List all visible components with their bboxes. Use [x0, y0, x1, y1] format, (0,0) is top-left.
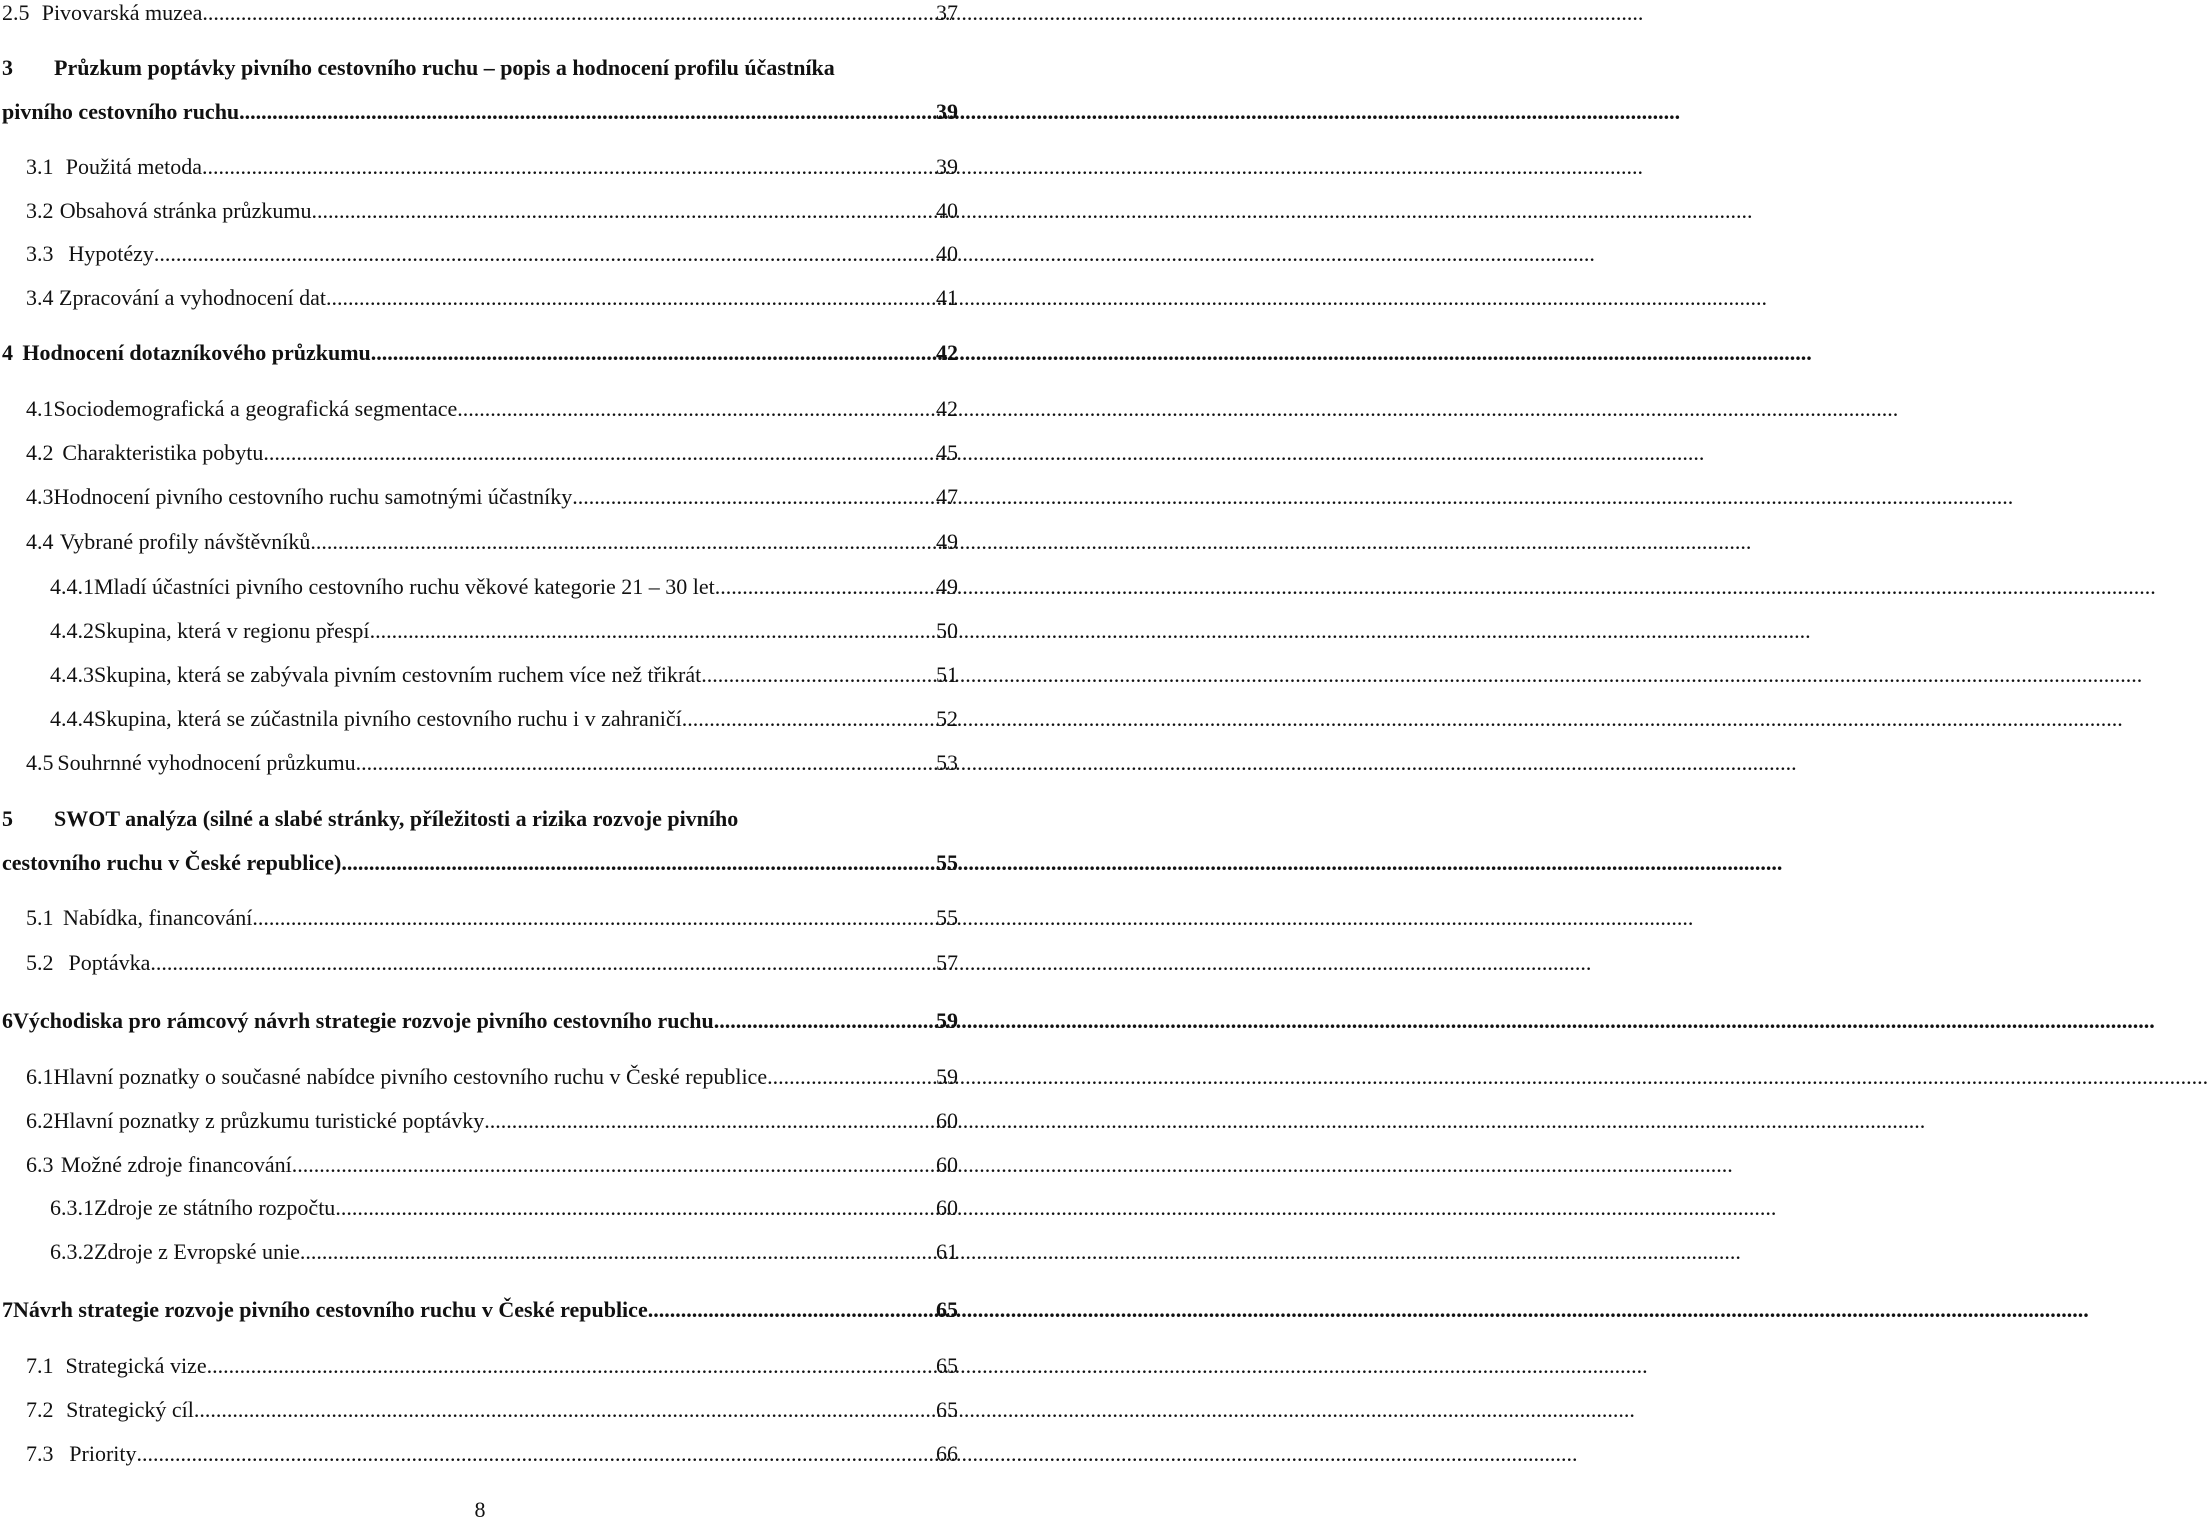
toc-number: 4.3	[26, 484, 54, 509]
toc-page: 49	[936, 529, 958, 554]
dot-leader	[648, 1297, 936, 1323]
toc-subentry[interactable]	[50, 662, 958, 688]
toc-entry[interactable]	[26, 1397, 958, 1423]
dot-leader	[370, 618, 936, 644]
toc-number: 3.2	[26, 198, 54, 223]
toc-chapter-entry-continuation[interactable]	[2, 99, 958, 125]
toc-title: Vybrané profily návštěvníků	[59, 529, 311, 554]
toc-entry[interactable]	[26, 241, 958, 267]
toc-number: 6.3	[26, 1152, 54, 1177]
toc-page: 50	[936, 618, 958, 643]
toc-number: 3.3	[26, 241, 54, 266]
toc-entry[interactable]	[26, 1152, 958, 1178]
dot-leader	[572, 484, 936, 510]
toc-page: 40	[936, 241, 958, 266]
toc-title: Skupina, která v regionu přespí	[94, 618, 370, 643]
toc-title: SWOT analýza (silné a slabé stránky, příležitosti a rizika rozvoje pivního	[54, 806, 739, 831]
toc-number: 7.2	[26, 1397, 54, 1422]
dot-leader	[356, 750, 936, 776]
dot-leader	[202, 0, 936, 26]
toc-page: 51	[936, 662, 958, 687]
toc-page: 65	[936, 1353, 958, 1378]
toc-title: Hodnocení dotazníkového průzkumu	[22, 340, 371, 365]
toc-number: 4	[2, 340, 13, 365]
toc-title: Souhrnné vyhodnocení průzkumu	[57, 750, 356, 775]
toc-title: Zdroje z Evropské unie	[94, 1239, 300, 1264]
toc-chapter-entry[interactable]	[2, 340, 958, 366]
toc-title: Skupina, která se zúčastnila pivního cestovního ruchu i v zahraničí	[94, 706, 682, 731]
dot-leader	[194, 1397, 936, 1423]
toc-number: 5.2	[26, 950, 54, 975]
dot-leader	[292, 1152, 936, 1178]
dot-leader	[150, 950, 936, 976]
toc-page: 66	[936, 1441, 958, 1466]
toc-entry[interactable]	[26, 905, 958, 931]
toc-entry[interactable]	[26, 440, 958, 466]
toc-title: Sociodemografická a geografická segmentace	[53, 396, 458, 421]
toc-entry[interactable]	[26, 750, 958, 776]
toc-chapter-entry-continuation[interactable]	[2, 850, 958, 876]
dot-leader	[312, 198, 936, 224]
toc-page: 41	[936, 285, 958, 310]
toc-number: 6.3.2	[50, 1239, 94, 1264]
toc-page: 55	[936, 850, 958, 875]
dot-leader	[371, 340, 936, 366]
toc-number: 4.4.3	[50, 662, 94, 687]
toc-title: Strategická vize	[65, 1353, 207, 1378]
toc-number: 6.3.1	[50, 1195, 94, 1220]
toc-page: 53	[936, 750, 958, 775]
toc-title: Charakteristika pobytu	[62, 440, 264, 465]
toc-number: 4.1	[26, 396, 54, 421]
dot-leader	[300, 1239, 936, 1265]
toc-title: Zpracování a vyhodnocení dat	[59, 285, 326, 310]
toc-page: 65	[936, 1397, 958, 1422]
toc-number: 3.4	[26, 285, 54, 310]
toc-subentry[interactable]	[50, 1195, 958, 1221]
toc-title: Skupina, která se zabývala pivním cestovním ruchem více než třikrát	[94, 662, 702, 687]
toc-entry[interactable]	[26, 1441, 958, 1467]
toc-entry[interactable]	[26, 484, 958, 510]
toc-title: Hlavní poznatky o současné nabídce pivního cestovního ruchu v České republice	[53, 1064, 768, 1089]
toc-page: 61	[936, 1239, 958, 1264]
toc-title: Poptávka	[68, 950, 151, 975]
toc-entry[interactable]	[26, 1064, 958, 1090]
toc-title-continued: pivního cestovního ruchu	[2, 99, 240, 124]
toc-page: 52	[936, 706, 958, 731]
toc-entry[interactable]	[26, 154, 958, 180]
toc-page: 47	[936, 484, 958, 509]
dot-leader	[326, 285, 936, 311]
dot-leader	[252, 905, 936, 931]
toc-entry[interactable]	[26, 198, 958, 224]
toc-title: Obsahová stránka průzkumu	[59, 198, 312, 223]
toc-chapter-entry[interactable]	[2, 806, 958, 832]
toc-page: 37	[936, 0, 958, 25]
toc-page: 59	[936, 1064, 958, 1089]
dot-leader	[239, 99, 936, 125]
toc-number: 3.1	[26, 154, 54, 179]
toc-title: Hlavní poznatky z průzkumu turistické poptávky	[53, 1108, 485, 1133]
toc-page: 39	[936, 154, 958, 179]
toc-chapter-entry[interactable]	[2, 1008, 958, 1034]
dot-leader	[714, 1008, 936, 1034]
toc-title: Mladí účastníci pivního cestovního ruchu věkové kategorie 21 – 30 let	[94, 574, 715, 599]
toc-title: Hypotézy	[68, 241, 154, 266]
toc-number: 7.1	[26, 1353, 54, 1378]
dot-leader	[202, 154, 936, 180]
dot-leader	[335, 1195, 936, 1221]
toc-page: 42	[936, 396, 958, 421]
toc-page: 59	[936, 1008, 958, 1033]
toc-chapter-entry[interactable]	[2, 55, 958, 81]
dot-leader	[310, 529, 936, 555]
toc-title: Nabídka, financování	[63, 905, 253, 930]
toc-entry[interactable]	[2, 0, 958, 26]
toc-subentry[interactable]	[50, 618, 958, 644]
toc-title: Použitá metoda	[65, 154, 202, 179]
dot-leader	[484, 1108, 936, 1134]
toc-number: 7.3	[26, 1441, 54, 1466]
dot-leader	[154, 241, 936, 267]
toc-page: 39	[936, 99, 958, 124]
toc-number: 6.1	[26, 1064, 54, 1089]
toc-number: 5.1	[26, 905, 54, 930]
toc-title: Priority	[69, 1441, 137, 1466]
toc-page: 60	[936, 1108, 958, 1133]
toc-entry[interactable]	[26, 529, 958, 555]
toc-page: 60	[936, 1152, 958, 1177]
toc-number: 6.2	[26, 1108, 54, 1133]
toc-number: 6	[2, 1008, 13, 1033]
page-number: 8	[474, 1497, 486, 1522]
toc-page: 60	[936, 1195, 958, 1220]
dot-leader	[137, 1441, 936, 1467]
toc-subentry[interactable]	[50, 706, 958, 732]
toc-number: 2.5	[2, 0, 30, 25]
toc-title: Zdroje ze státního rozpočtu	[94, 1195, 336, 1220]
toc-number: 4.4.1	[50, 574, 94, 599]
toc-entry[interactable]	[26, 1353, 958, 1379]
toc-title-continued: cestovního ruchu v České republice)	[2, 850, 342, 875]
toc-number: 4.4.4	[50, 706, 94, 731]
dot-leader	[263, 440, 936, 466]
dot-leader	[207, 1353, 936, 1379]
toc-title: Návrh strategie rozvoje pivního cestovního ruchu v České republice	[13, 1297, 648, 1322]
toc-number: 3	[2, 55, 13, 80]
toc-number: 4.5	[26, 750, 54, 775]
toc-title: Hodnocení pivního cestovního ruchu samotnými účastníky	[53, 484, 573, 509]
dot-leader	[715, 574, 936, 600]
toc-subentry[interactable]	[50, 1239, 958, 1265]
dot-leader	[701, 662, 936, 688]
toc-number: 4.2	[26, 440, 54, 465]
toc-number: 5	[2, 806, 13, 831]
toc-page: 45	[936, 440, 958, 465]
toc-number: 7	[2, 1297, 13, 1322]
dot-leader	[457, 396, 936, 422]
toc-number: 4.4	[26, 529, 54, 554]
toc-entry[interactable]	[26, 396, 958, 422]
toc-chapter-entry[interactable]	[2, 1297, 958, 1323]
toc-page: 40	[936, 198, 958, 223]
toc-subentry[interactable]	[50, 574, 958, 600]
toc-page: 49	[936, 574, 958, 599]
toc-entry[interactable]	[26, 950, 958, 976]
toc-page: 65	[936, 1297, 958, 1322]
dot-leader	[682, 706, 936, 732]
toc-entry[interactable]	[26, 285, 958, 311]
dot-leader	[341, 850, 936, 876]
toc-number: 4.4.2	[50, 618, 94, 643]
toc-title: Východiska pro rámcový návrh strategie rozvoje pivního cestovního ruchu	[13, 1008, 714, 1033]
toc-entry[interactable]	[26, 1108, 958, 1134]
toc-page: 55	[936, 905, 958, 930]
toc-page: 42	[936, 340, 958, 365]
toc-title: Pivovarská muzea	[41, 0, 203, 25]
toc-page: 57	[936, 950, 958, 975]
toc-title: Strategický cíl	[66, 1397, 194, 1422]
toc-title: Možné zdroje financování	[60, 1152, 292, 1177]
toc-title: Průzkum poptávky pivního cestovního ruchu – popis a hodnocení profilu účastníka	[54, 55, 835, 80]
dot-leader	[767, 1064, 936, 1090]
